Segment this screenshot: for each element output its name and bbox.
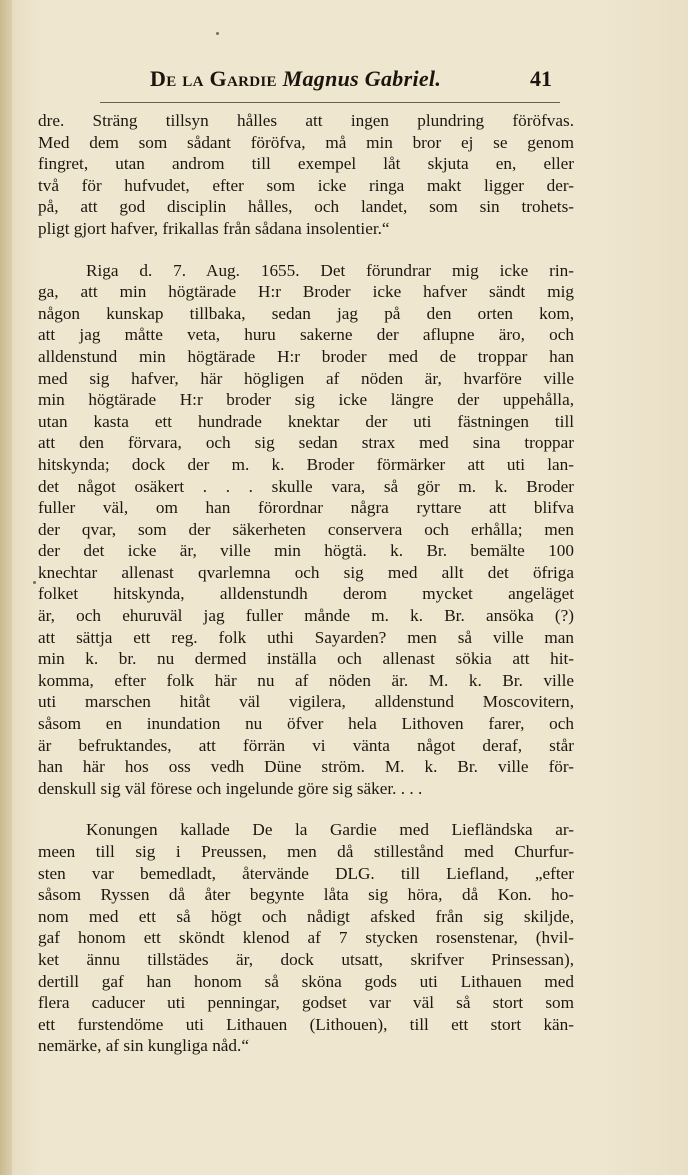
- text-line: der qvar, som der säkerheten conservera och erhålla; men: [38, 519, 574, 539]
- text-line: han här hos oss vedh Düne ström. M. k. Br. ville för-: [38, 757, 574, 777]
- margin-speck: [33, 581, 36, 584]
- text-line: hitskynda; dock der m. k. Broder förmärker att uti lan-: [38, 454, 574, 474]
- text-line: Konungen kallade De la Gardie med Liefländska ar-: [86, 820, 574, 840]
- paragraph-narrative: [38, 819, 574, 1057]
- paragraph-letter-continuation: [38, 110, 574, 240]
- running-title-given-names: Magnus Gabriel.: [282, 66, 442, 91]
- text-line: någon kunskap tillbaka, sedan jag på den orten kom,: [38, 303, 574, 323]
- page-binding-edge: [0, 0, 12, 1175]
- text-line: är, och ehuruväl jag fuller månde m. k. Br. ansöka (?): [38, 606, 574, 626]
- text-line: ga, att min högtärade H:r Broder icke hafver sändt mig: [38, 282, 574, 302]
- text-line: på, att god disciplin hålles, och landet, som sin trohets-: [38, 197, 574, 217]
- paragraph-gap: [38, 799, 574, 819]
- running-title: [150, 66, 441, 92]
- text-line: två för hufvudet, efter som icke ringa makt ligger der-: [38, 175, 574, 195]
- text-line: utan kasta ett hundrade knektar der uti fästningen till: [38, 411, 574, 431]
- text-line: att sättja ett reg. folk uthi Sayarden? men så ville man: [38, 627, 574, 647]
- text-line: Med dem som sådant föröfva, må min bror ej se genom: [38, 132, 574, 152]
- text-line: är befruktandes, att förrän vi vänta något deraf, står: [38, 735, 574, 755]
- text-line: min högtärade H:r broder sig icke längre der uppehålla,: [38, 390, 574, 410]
- text-line: nom med ett så högt och nådigt afsked från sig skiljde,: [38, 906, 574, 926]
- text-line: meen till sig i Preussen, men då stillestånd med Churfur-: [38, 842, 574, 861]
- text-line: att jag måtte veta, huru sakerne der aflupne äro, och: [38, 325, 574, 345]
- margin-speck: [216, 32, 219, 35]
- text-line: ett furstendöme uti Lithauen (Lithouen), till ett stort kän-: [38, 1014, 574, 1034]
- text-line: dertill gaf han honom så sköna gods uti Lithauen med: [38, 971, 574, 991]
- header-rule: [100, 102, 560, 103]
- running-title-name: De la Gardie: [150, 66, 277, 91]
- text-line: min k. br. nu dermed inställa och allenast sökia att hit-: [38, 649, 574, 669]
- page-number: 41: [530, 66, 552, 91]
- text-line: med sig hafver, här högligen af nöden är, hvarföre ville: [38, 368, 574, 388]
- text-line: uti marschen hitåt väl vigilera, alldenstund Moscovitern,: [38, 692, 574, 712]
- text-line: Riga d. 7. Aug. 1655. Det förundrar mig icke rin-: [86, 260, 574, 280]
- page-header: [0, 62, 688, 102]
- text-line: pligt gjort hafver, frikallas från sådana insolentier.“: [38, 218, 390, 238]
- text-line: fingret, utan androm till exempel låt skjuta en, eller: [38, 154, 574, 174]
- text-line: flera caducer uti penningar, godset var väl så stort som: [38, 993, 574, 1013]
- text-line: att den förvara, och sig sedan strax med sina troppar: [38, 433, 574, 453]
- body-text: [38, 110, 574, 1057]
- text-line: alldenstund min högtärade H:r broder med de troppar han: [38, 346, 574, 366]
- text-line: såsom Ryssen då åter begynte låta sig höra, då Kon. ho-: [38, 885, 574, 905]
- paragraph-gap: [38, 240, 574, 260]
- text-line: dre. Sträng tillsyn hålles att ingen plundring föröfvas.: [38, 111, 574, 130]
- text-line: såsom en inundation nu öfver hela Lithoven farer, och: [38, 714, 574, 734]
- text-line: ket ännu tillstädes är, dock utsatt, skrifver Prinsessan),: [38, 949, 574, 969]
- text-line: sten var bemedladt, återvände DLG. till Liefland, „efter: [38, 863, 574, 883]
- text-line: det något osäkert . . . skulle vara, så gör m. k. Broder: [38, 476, 574, 496]
- paragraph-riga-letter: [38, 260, 574, 800]
- text-line: gaf honom ett sköndt klenod af 7 stycken rosenstenar, (hvil-: [38, 928, 574, 948]
- text-line: folket hitskynda, alldenstundh derom mycket angeläget: [38, 584, 574, 604]
- text-line: denskull sig väl förese och ingelunde göre sig säker. . . .: [38, 778, 423, 798]
- text-line: knechtar allenast qvarlemna och sig med allt det öfriga: [38, 562, 574, 582]
- text-line: der det icke är, ville min högtä. k. Br. bemälte 100: [38, 541, 574, 561]
- text-line: komma, efter folk här nu af nöden är. M. k. Br. ville: [38, 670, 574, 690]
- text-line: nemärke, af sin kungliga nåd.“: [38, 1036, 249, 1056]
- text-line: fuller väl, om han förordnar några ryttare att blifva: [38, 498, 574, 518]
